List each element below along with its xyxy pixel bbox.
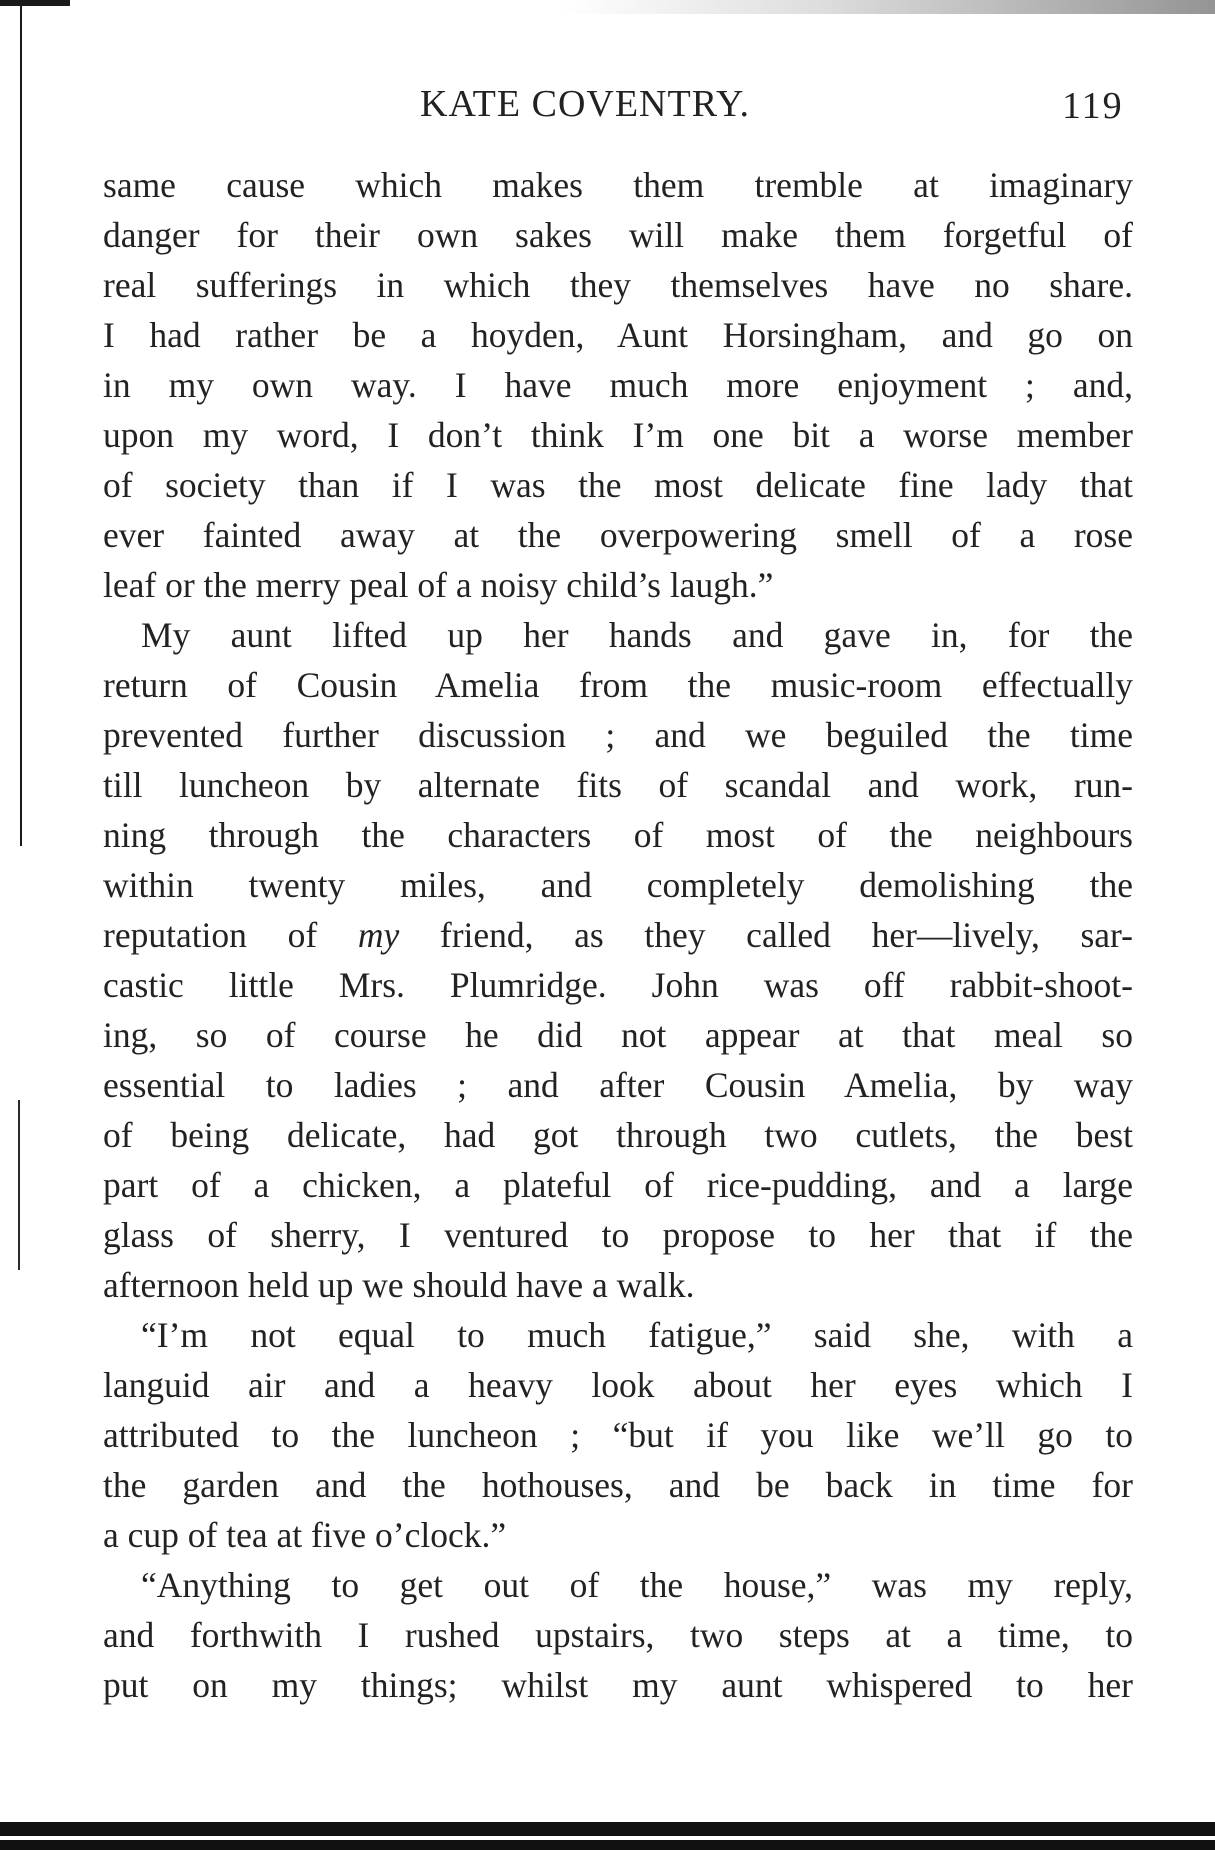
- text-line: glass of sherry, I ventured to propose to her that if the: [103, 1215, 1133, 1255]
- text-line: the garden and the hothouses, and be back in time for: [103, 1465, 1133, 1505]
- text-line: attributed to the luncheon ; “but if you like we’ll go to: [103, 1415, 1133, 1455]
- text-line: put on my things; whilst my aunt whispered to her: [103, 1665, 1133, 1705]
- scan-edge-mark: [0, 0, 70, 6]
- text-line: of being delicate, had got through two cutlets, the best: [103, 1115, 1133, 1155]
- text-line: languid air and a heavy look about her eyes which I: [103, 1365, 1133, 1405]
- text-line: real sufferings in which they themselves have no share.: [103, 265, 1133, 305]
- text-line: till luncheon by alternate fits of scandal and work, run-: [103, 765, 1133, 805]
- text-line: same cause which makes them tremble at imaginary: [103, 165, 1133, 205]
- text-line-with-italic: [103, 910, 1133, 960]
- text-line: I had rather be a hoyden, Aunt Horsingham, and go on: [103, 315, 1133, 355]
- text-line: and forthwith I rushed upstairs, two steps at a time, to: [103, 1615, 1133, 1655]
- running-title: KATE COVENTRY.: [420, 83, 750, 125]
- text-line: afternoon held up we should have a walk.: [103, 1265, 695, 1305]
- text-line: ever fainted away at the overpowering smell of a rose: [103, 515, 1133, 555]
- text-line: within twenty miles, and completely demolishing the: [103, 865, 1133, 905]
- text-line: prevented further discussion ; and we beguiled the time: [103, 715, 1133, 755]
- text-line: leaf or the merry peal of a noisy child’s laugh.”: [103, 565, 774, 605]
- text-line: part of a chicken, a plateful of rice-pudding, and a large: [103, 1165, 1133, 1205]
- scan-left-edge-lower: [18, 1100, 20, 1270]
- text-line: “Anything to get out of the house,” was my reply,: [141, 1565, 1133, 1605]
- page-number: 119: [1062, 85, 1124, 127]
- body-text: [103, 160, 1133, 1710]
- scan-left-edge: [20, 6, 22, 846]
- scan-bottom-edge-lower: [0, 1840, 1215, 1850]
- text-line: return of Cousin Amelia from the music-room effectually: [103, 665, 1133, 705]
- running-head: [0, 82, 1215, 132]
- text-line: “I’m not equal to much fatigue,” said she, with a: [141, 1315, 1133, 1355]
- text-line: in my own way. I have much more enjoyment ; and,: [103, 365, 1133, 405]
- text-line: a cup of tea at five o’clock.”: [103, 1515, 507, 1555]
- italic-word: my: [357, 915, 400, 955]
- text-line: of society than if I was the most delicate fine lady that: [103, 465, 1133, 505]
- line-segment: friend, as they called her—lively, sar-: [399, 915, 1133, 955]
- text-line: My aunt lifted up her hands and gave in, for the: [141, 615, 1133, 655]
- text-line: essential to ladies ; and after Cousin Amelia, by way: [103, 1065, 1133, 1105]
- text-line: castic little Mrs. Plumridge. John was off rabbit-shoot-: [103, 965, 1133, 1005]
- text-line: upon my word, I don’t think I’m one bit a worse member: [103, 415, 1133, 455]
- text-line: ning through the characters of most of the neighbours: [103, 815, 1133, 855]
- text-line: ing, so of course he did not appear at that meal so: [103, 1015, 1133, 1055]
- line-segment: reputation of: [103, 915, 358, 955]
- scan-top-shadow: [560, 0, 1215, 14]
- text-line: danger for their own sakes will make them forgetful of: [103, 215, 1133, 255]
- scan-bottom-edge: [0, 1822, 1215, 1836]
